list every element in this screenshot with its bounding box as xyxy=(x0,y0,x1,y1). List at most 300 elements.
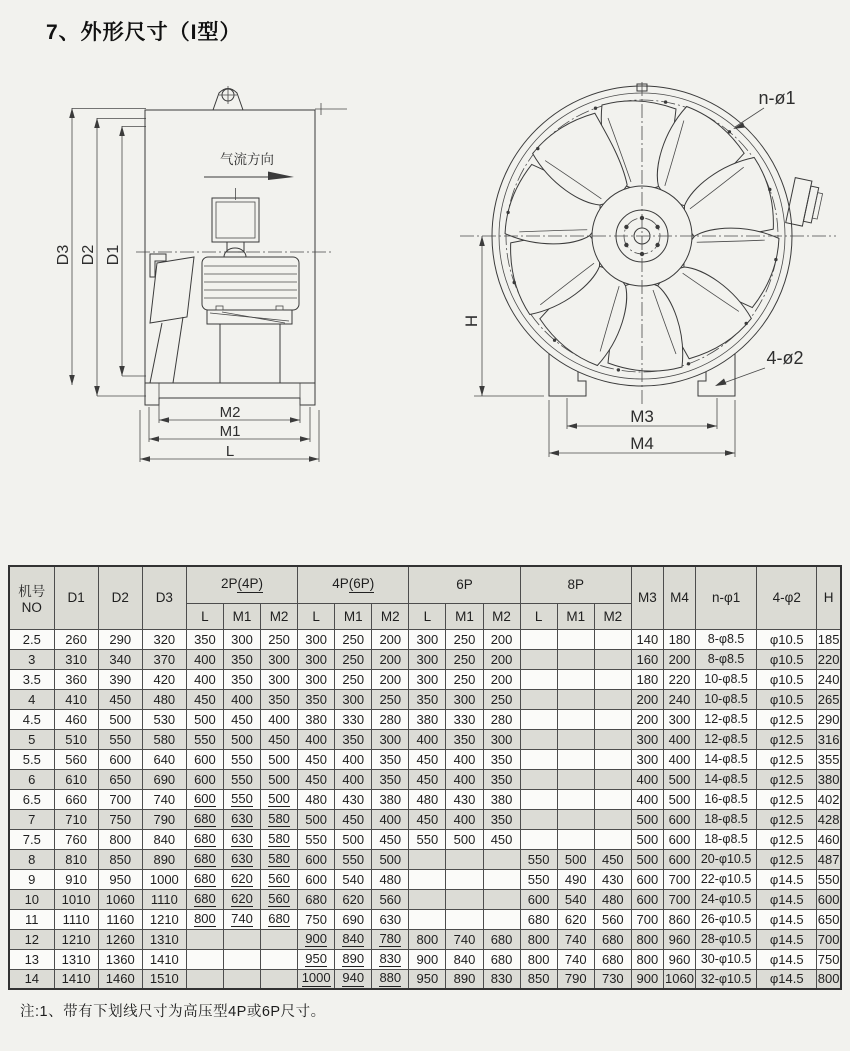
table-cell: 250 xyxy=(335,649,372,669)
table-cell: φ12.5 xyxy=(757,749,817,769)
table-cell xyxy=(594,689,631,709)
table-cell: 350 xyxy=(186,629,223,649)
table-cell: 620 xyxy=(223,889,260,909)
d1-dimension xyxy=(105,126,146,376)
table-cell xyxy=(409,869,446,889)
table-cell: 4.5 xyxy=(9,709,54,729)
table-cell: 185 xyxy=(817,629,841,649)
table-cell: 350 xyxy=(483,749,520,769)
table-cell xyxy=(520,689,557,709)
table-cell: 16-φ8.5 xyxy=(696,789,757,809)
table-cell: 550 xyxy=(520,869,557,889)
table-cell: 540 xyxy=(335,869,372,889)
table-row xyxy=(9,669,841,689)
table-cell: 380 xyxy=(483,789,520,809)
table-row xyxy=(9,889,841,909)
sub-col-header-m1: M1 xyxy=(446,603,483,629)
table-cell: 690 xyxy=(142,769,186,789)
table-cell: 18-φ8.5 xyxy=(696,829,757,849)
col-header-d3: D3 xyxy=(142,566,186,629)
table-cell xyxy=(186,929,223,949)
junction-box xyxy=(212,188,259,257)
table-cell: φ12.5 xyxy=(757,709,817,729)
table-cell: 350 xyxy=(298,689,335,709)
table-cell: 500 xyxy=(261,769,298,789)
fan-casing xyxy=(145,110,315,383)
table-cell: 680 xyxy=(186,889,223,909)
table-cell: 300 xyxy=(483,729,520,749)
table-cell: 800 xyxy=(520,949,557,969)
table-cell xyxy=(520,629,557,649)
table-cell: 1160 xyxy=(98,909,142,929)
table-cell: 600 xyxy=(631,869,663,889)
table-cell: 860 xyxy=(663,909,695,929)
table-row xyxy=(9,649,841,669)
table-cell: 160 xyxy=(631,649,663,669)
table-cell: 960 xyxy=(663,929,695,949)
m2-dimension xyxy=(159,400,300,423)
table-cell: 600 xyxy=(298,869,335,889)
table-row xyxy=(9,729,841,749)
table-cell xyxy=(261,969,298,989)
table-cell: 550 xyxy=(223,789,260,809)
table-cell xyxy=(520,809,557,829)
table-cell: 380 xyxy=(817,769,841,789)
col-header-d1: D1 xyxy=(54,566,98,629)
table-cell: 300 xyxy=(298,649,335,669)
table-cell: 400 xyxy=(335,769,372,789)
table-cell: 800 xyxy=(631,949,663,969)
table-cell xyxy=(520,729,557,749)
table-cell: 480 xyxy=(298,789,335,809)
table-cell xyxy=(483,889,520,909)
table-cell: 400 xyxy=(186,669,223,689)
table-cell: 680 xyxy=(186,809,223,829)
col-group-2p: 2P(4P) xyxy=(186,566,297,603)
table-cell: 430 xyxy=(446,789,483,809)
table-cell: φ14.5 xyxy=(757,949,817,969)
table-cell: 11 xyxy=(9,909,54,929)
sub-col-header-l: L xyxy=(409,603,446,629)
table-cell: 487 xyxy=(817,849,841,869)
table-cell: 660 xyxy=(54,789,98,809)
table-cell: 950 xyxy=(409,969,446,989)
table-cell: 500 xyxy=(631,849,663,869)
table-cell: 450 xyxy=(372,829,409,849)
table-cell: 650 xyxy=(817,909,841,929)
table-cell: 960 xyxy=(663,949,695,969)
table-cell xyxy=(520,749,557,769)
table-cell: 30-φ10.5 xyxy=(696,949,757,969)
table-cell: 400 xyxy=(631,769,663,789)
front-view-drawing xyxy=(452,76,847,476)
table-cell: 400 xyxy=(298,729,335,749)
table-cell xyxy=(557,729,594,749)
table-cell: 10 xyxy=(9,889,54,909)
table-cell: φ12.5 xyxy=(757,729,817,749)
table-cell: 1000 xyxy=(298,969,335,989)
table-cell: 7 xyxy=(9,809,54,829)
table-cell: 400 xyxy=(261,709,298,729)
table-cell: 800 xyxy=(520,929,557,949)
table-cell: 380 xyxy=(298,709,335,729)
table-cell: 1110 xyxy=(142,889,186,909)
table-cell xyxy=(557,829,594,849)
table-cell: 880 xyxy=(372,969,409,989)
table-cell: φ10.5 xyxy=(757,629,817,649)
table-cell: 900 xyxy=(631,969,663,989)
table-cell: 790 xyxy=(557,969,594,989)
table-cell: φ12.5 xyxy=(757,829,817,849)
table-cell xyxy=(223,969,260,989)
table-cell: 800 xyxy=(409,929,446,949)
table-cell: 22-φ10.5 xyxy=(696,869,757,889)
table-cell: 500 xyxy=(446,829,483,849)
table-cell: 700 xyxy=(663,869,695,889)
table-cell: 1510 xyxy=(142,969,186,989)
table-cell: φ12.5 xyxy=(757,809,817,829)
table-cell: 350 xyxy=(372,749,409,769)
table-cell: 400 xyxy=(223,689,260,709)
table-cell: 500 xyxy=(631,809,663,829)
table-cell: 5 xyxy=(9,729,54,749)
table-cell: 290 xyxy=(98,629,142,649)
table-cell: 200 xyxy=(483,649,520,669)
table-cell: 250 xyxy=(446,649,483,669)
table-cell xyxy=(520,669,557,689)
table-cell xyxy=(557,709,594,729)
d3-label: D3 xyxy=(55,244,72,266)
table-cell: 600 xyxy=(663,829,695,849)
col-header-d2: D2 xyxy=(98,566,142,629)
table-cell: 300 xyxy=(261,649,298,669)
table-cell: 1210 xyxy=(54,929,98,949)
sub-col-header-l: L xyxy=(298,603,335,629)
table-cell xyxy=(557,649,594,669)
table-cell: 400 xyxy=(446,809,483,829)
table-cell: 300 xyxy=(663,709,695,729)
table-cell: 370 xyxy=(142,649,186,669)
table-cell: 400 xyxy=(372,809,409,829)
table-cell: 300 xyxy=(372,729,409,749)
m2-label: M2 xyxy=(219,404,241,421)
table-cell xyxy=(446,909,483,929)
table-cell: 1010 xyxy=(54,889,98,909)
table-cell: 200 xyxy=(631,689,663,709)
table-cell xyxy=(557,689,594,709)
table-cell: 890 xyxy=(335,949,372,969)
table-cell: 500 xyxy=(372,849,409,869)
table-cell: 220 xyxy=(817,649,841,669)
table-cell: 500 xyxy=(298,809,335,829)
table-cell: 300 xyxy=(261,669,298,689)
table-cell xyxy=(557,769,594,789)
table-cell xyxy=(557,629,594,649)
col-header-m4: M4 xyxy=(663,566,695,629)
table-cell: 560 xyxy=(261,889,298,909)
table-cell xyxy=(520,829,557,849)
table-row xyxy=(9,749,841,769)
table-row xyxy=(9,809,841,829)
col-header-no: 机号 NO xyxy=(9,566,54,629)
table-cell: 680 xyxy=(520,909,557,929)
m4-label: M4 xyxy=(630,434,654,453)
table-cell: 400 xyxy=(186,649,223,669)
table-cell: 830 xyxy=(483,969,520,989)
table-cell: 6 xyxy=(9,769,54,789)
table-cell xyxy=(261,929,298,949)
table-cell: 700 xyxy=(631,909,663,929)
table-cell: 740 xyxy=(223,909,260,929)
table-cell: 400 xyxy=(446,749,483,769)
table-cell: 400 xyxy=(335,749,372,769)
table-cell xyxy=(520,769,557,789)
table-cell: 680 xyxy=(594,949,631,969)
table-row xyxy=(9,829,841,849)
table-cell: 680 xyxy=(261,909,298,929)
table-cell: 560 xyxy=(261,869,298,889)
table-cell: 500 xyxy=(261,789,298,809)
table-cell: 390 xyxy=(98,669,142,689)
sub-col-header-m2: M2 xyxy=(372,603,409,629)
table-cell: 240 xyxy=(663,689,695,709)
table-cell: 630 xyxy=(223,849,260,869)
table-cell: 8-φ8.5 xyxy=(696,629,757,649)
dimension-table xyxy=(8,565,842,990)
table-cell: 500 xyxy=(663,769,695,789)
table-cell: 500 xyxy=(557,849,594,869)
table-cell: 250 xyxy=(335,669,372,689)
table-cell: 300 xyxy=(409,629,446,649)
sub-col-header-l: L xyxy=(520,603,557,629)
table-cell: 560 xyxy=(372,889,409,909)
table-cell: 1360 xyxy=(98,949,142,969)
table-cell: 1410 xyxy=(142,949,186,969)
table-cell: 740 xyxy=(142,789,186,809)
table-cell: 890 xyxy=(142,849,186,869)
table-cell: 500 xyxy=(186,709,223,729)
table-cell: 350 xyxy=(223,649,260,669)
table-cell: 1260 xyxy=(98,929,142,949)
table-cell: 680 xyxy=(186,849,223,869)
table-cell: 1410 xyxy=(54,969,98,989)
table-cell: 680 xyxy=(483,949,520,969)
table-cell: 450 xyxy=(298,769,335,789)
table-cell xyxy=(594,769,631,789)
table-cell: 610 xyxy=(54,769,98,789)
table-cell: 300 xyxy=(298,629,335,649)
table-cell: 550 xyxy=(186,729,223,749)
table-row xyxy=(9,969,841,989)
table-cell: 410 xyxy=(54,689,98,709)
table-cell: 1210 xyxy=(142,909,186,929)
table-cell: 800 xyxy=(98,829,142,849)
table-cell: 750 xyxy=(298,909,335,929)
table-cell: 750 xyxy=(98,809,142,829)
table-cell: 1000 xyxy=(142,869,186,889)
table-cell: 350 xyxy=(372,769,409,789)
n-phi1-callout xyxy=(733,88,796,129)
table-cell: 250 xyxy=(483,689,520,709)
table-cell xyxy=(483,849,520,869)
table-cell: 20-φ10.5 xyxy=(696,849,757,869)
table-cell: 740 xyxy=(557,949,594,969)
table-cell: 1460 xyxy=(98,969,142,989)
table-cell xyxy=(520,709,557,729)
table-cell: 600 xyxy=(98,749,142,769)
table-cell: 9 xyxy=(9,869,54,889)
table-cell: 600 xyxy=(663,849,695,869)
table-cell: 428 xyxy=(817,809,841,829)
table-cell: 480 xyxy=(372,869,409,889)
col-group-8p: 8P xyxy=(520,566,631,603)
table-cell: 620 xyxy=(335,889,372,909)
table-cell: 500 xyxy=(631,829,663,849)
sub-col-header-m1: M1 xyxy=(557,603,594,629)
table-cell: 400 xyxy=(446,769,483,789)
table-cell: 550 xyxy=(98,729,142,749)
table-cell: 180 xyxy=(631,669,663,689)
table-row xyxy=(9,929,841,949)
table-cell xyxy=(261,949,298,969)
table-cell: 300 xyxy=(446,689,483,709)
col-group-6p: 6P xyxy=(409,566,520,603)
table-cell: 250 xyxy=(446,669,483,689)
table-cell: 280 xyxy=(372,709,409,729)
table-cell: 680 xyxy=(298,889,335,909)
table-cell: 840 xyxy=(446,949,483,969)
four-phi2-callout xyxy=(715,348,804,386)
table-cell xyxy=(186,949,223,969)
table-cell: 830 xyxy=(372,949,409,969)
table-cell xyxy=(186,969,223,989)
table-cell xyxy=(446,889,483,909)
table-cell: 550 xyxy=(298,829,335,849)
table-cell: 400 xyxy=(663,729,695,749)
table-cell: φ12.5 xyxy=(757,789,817,809)
table-cell: 550 xyxy=(409,829,446,849)
table-cell: 1310 xyxy=(142,929,186,949)
table-cell: 490 xyxy=(557,869,594,889)
table-cell: 550 xyxy=(817,869,841,889)
table-cell: 550 xyxy=(223,749,260,769)
table-cell xyxy=(520,789,557,809)
table-cell: φ14.5 xyxy=(757,909,817,929)
table-cell: 320 xyxy=(142,629,186,649)
sub-col-header-m1: M1 xyxy=(335,603,372,629)
table-cell xyxy=(557,789,594,809)
table-cell: 32-φ10.5 xyxy=(696,969,757,989)
table-cell: 13 xyxy=(9,949,54,969)
table-cell: 450 xyxy=(223,709,260,729)
table-cell: 550 xyxy=(335,849,372,869)
table-cell: 940 xyxy=(335,969,372,989)
col-header-4-phi2: 4-φ2 xyxy=(757,566,817,629)
table-cell: 12-φ8.5 xyxy=(696,709,757,729)
table-cell: 950 xyxy=(98,869,142,889)
table-cell: 680 xyxy=(186,829,223,849)
table-cell: 890 xyxy=(446,969,483,989)
table-cell: 500 xyxy=(663,789,695,809)
table-cell xyxy=(483,869,520,889)
table-cell: 250 xyxy=(446,629,483,649)
col-group-4p: 4P(6P) xyxy=(298,566,409,603)
table-cell: 760 xyxy=(54,829,98,849)
sub-col-header-m2: M2 xyxy=(483,603,520,629)
table-cell: 450 xyxy=(261,729,298,749)
table-cell: 450 xyxy=(409,769,446,789)
table-cell: 600 xyxy=(817,889,841,909)
m1-label: M1 xyxy=(219,423,241,440)
table-cell: 450 xyxy=(594,849,631,869)
mounting-base xyxy=(145,383,315,405)
table-cell: 480 xyxy=(142,689,186,709)
table-cell: 460 xyxy=(54,709,98,729)
table-note: 注:1、带有下划线尺寸为高压型4P或6P尺寸。 xyxy=(20,1004,326,1020)
table-cell xyxy=(594,649,631,669)
m3-label: M3 xyxy=(630,407,654,426)
table-cell: 14-φ8.5 xyxy=(696,769,757,789)
table-cell: 600 xyxy=(186,769,223,789)
table-cell: 740 xyxy=(557,929,594,949)
table-cell: 800 xyxy=(631,929,663,949)
table-cell: 350 xyxy=(446,729,483,749)
table-cell: 910 xyxy=(54,869,98,889)
table-cell: 380 xyxy=(372,789,409,809)
l-label: L xyxy=(225,443,235,460)
table-cell: 460 xyxy=(817,829,841,849)
table-cell: 12 xyxy=(9,929,54,949)
table-cell: 140 xyxy=(631,629,663,649)
table-cell: 840 xyxy=(142,829,186,849)
motor xyxy=(202,257,299,383)
table-cell: 850 xyxy=(520,969,557,989)
table-cell: 600 xyxy=(520,889,557,909)
table-cell: 6.5 xyxy=(9,789,54,809)
table-cell xyxy=(594,729,631,749)
impeller-blade-section xyxy=(150,254,194,383)
table-cell xyxy=(594,709,631,729)
table-cell: 580 xyxy=(261,829,298,849)
table-row xyxy=(9,849,841,869)
four-phi2-label: 4-ø2 xyxy=(766,348,804,368)
table-cell: 530 xyxy=(142,709,186,729)
table-cell: 200 xyxy=(631,709,663,729)
table-cell: 4 xyxy=(9,689,54,709)
table-cell: 1060 xyxy=(663,969,695,989)
table-cell: 260 xyxy=(54,629,98,649)
table-cell xyxy=(594,789,631,809)
table-cell: 430 xyxy=(335,789,372,809)
table-body xyxy=(9,629,841,989)
table-row xyxy=(9,689,841,709)
table-cell: 560 xyxy=(54,749,98,769)
table-cell: 250 xyxy=(261,629,298,649)
table-cell: 550 xyxy=(520,849,557,869)
table-cell: 10-φ8.5 xyxy=(696,669,757,689)
table-cell: 450 xyxy=(335,809,372,829)
table-cell: 500 xyxy=(261,749,298,769)
table-cell: 200 xyxy=(663,649,695,669)
airflow-label: 气流方向 xyxy=(220,152,274,167)
side-view-drawing xyxy=(42,80,347,475)
d3-dimension xyxy=(55,108,146,385)
table-cell xyxy=(594,669,631,689)
table-cell: 420 xyxy=(142,669,186,689)
table-cell: 240 xyxy=(817,669,841,689)
table-cell: 580 xyxy=(261,809,298,829)
table-cell: 580 xyxy=(142,729,186,749)
